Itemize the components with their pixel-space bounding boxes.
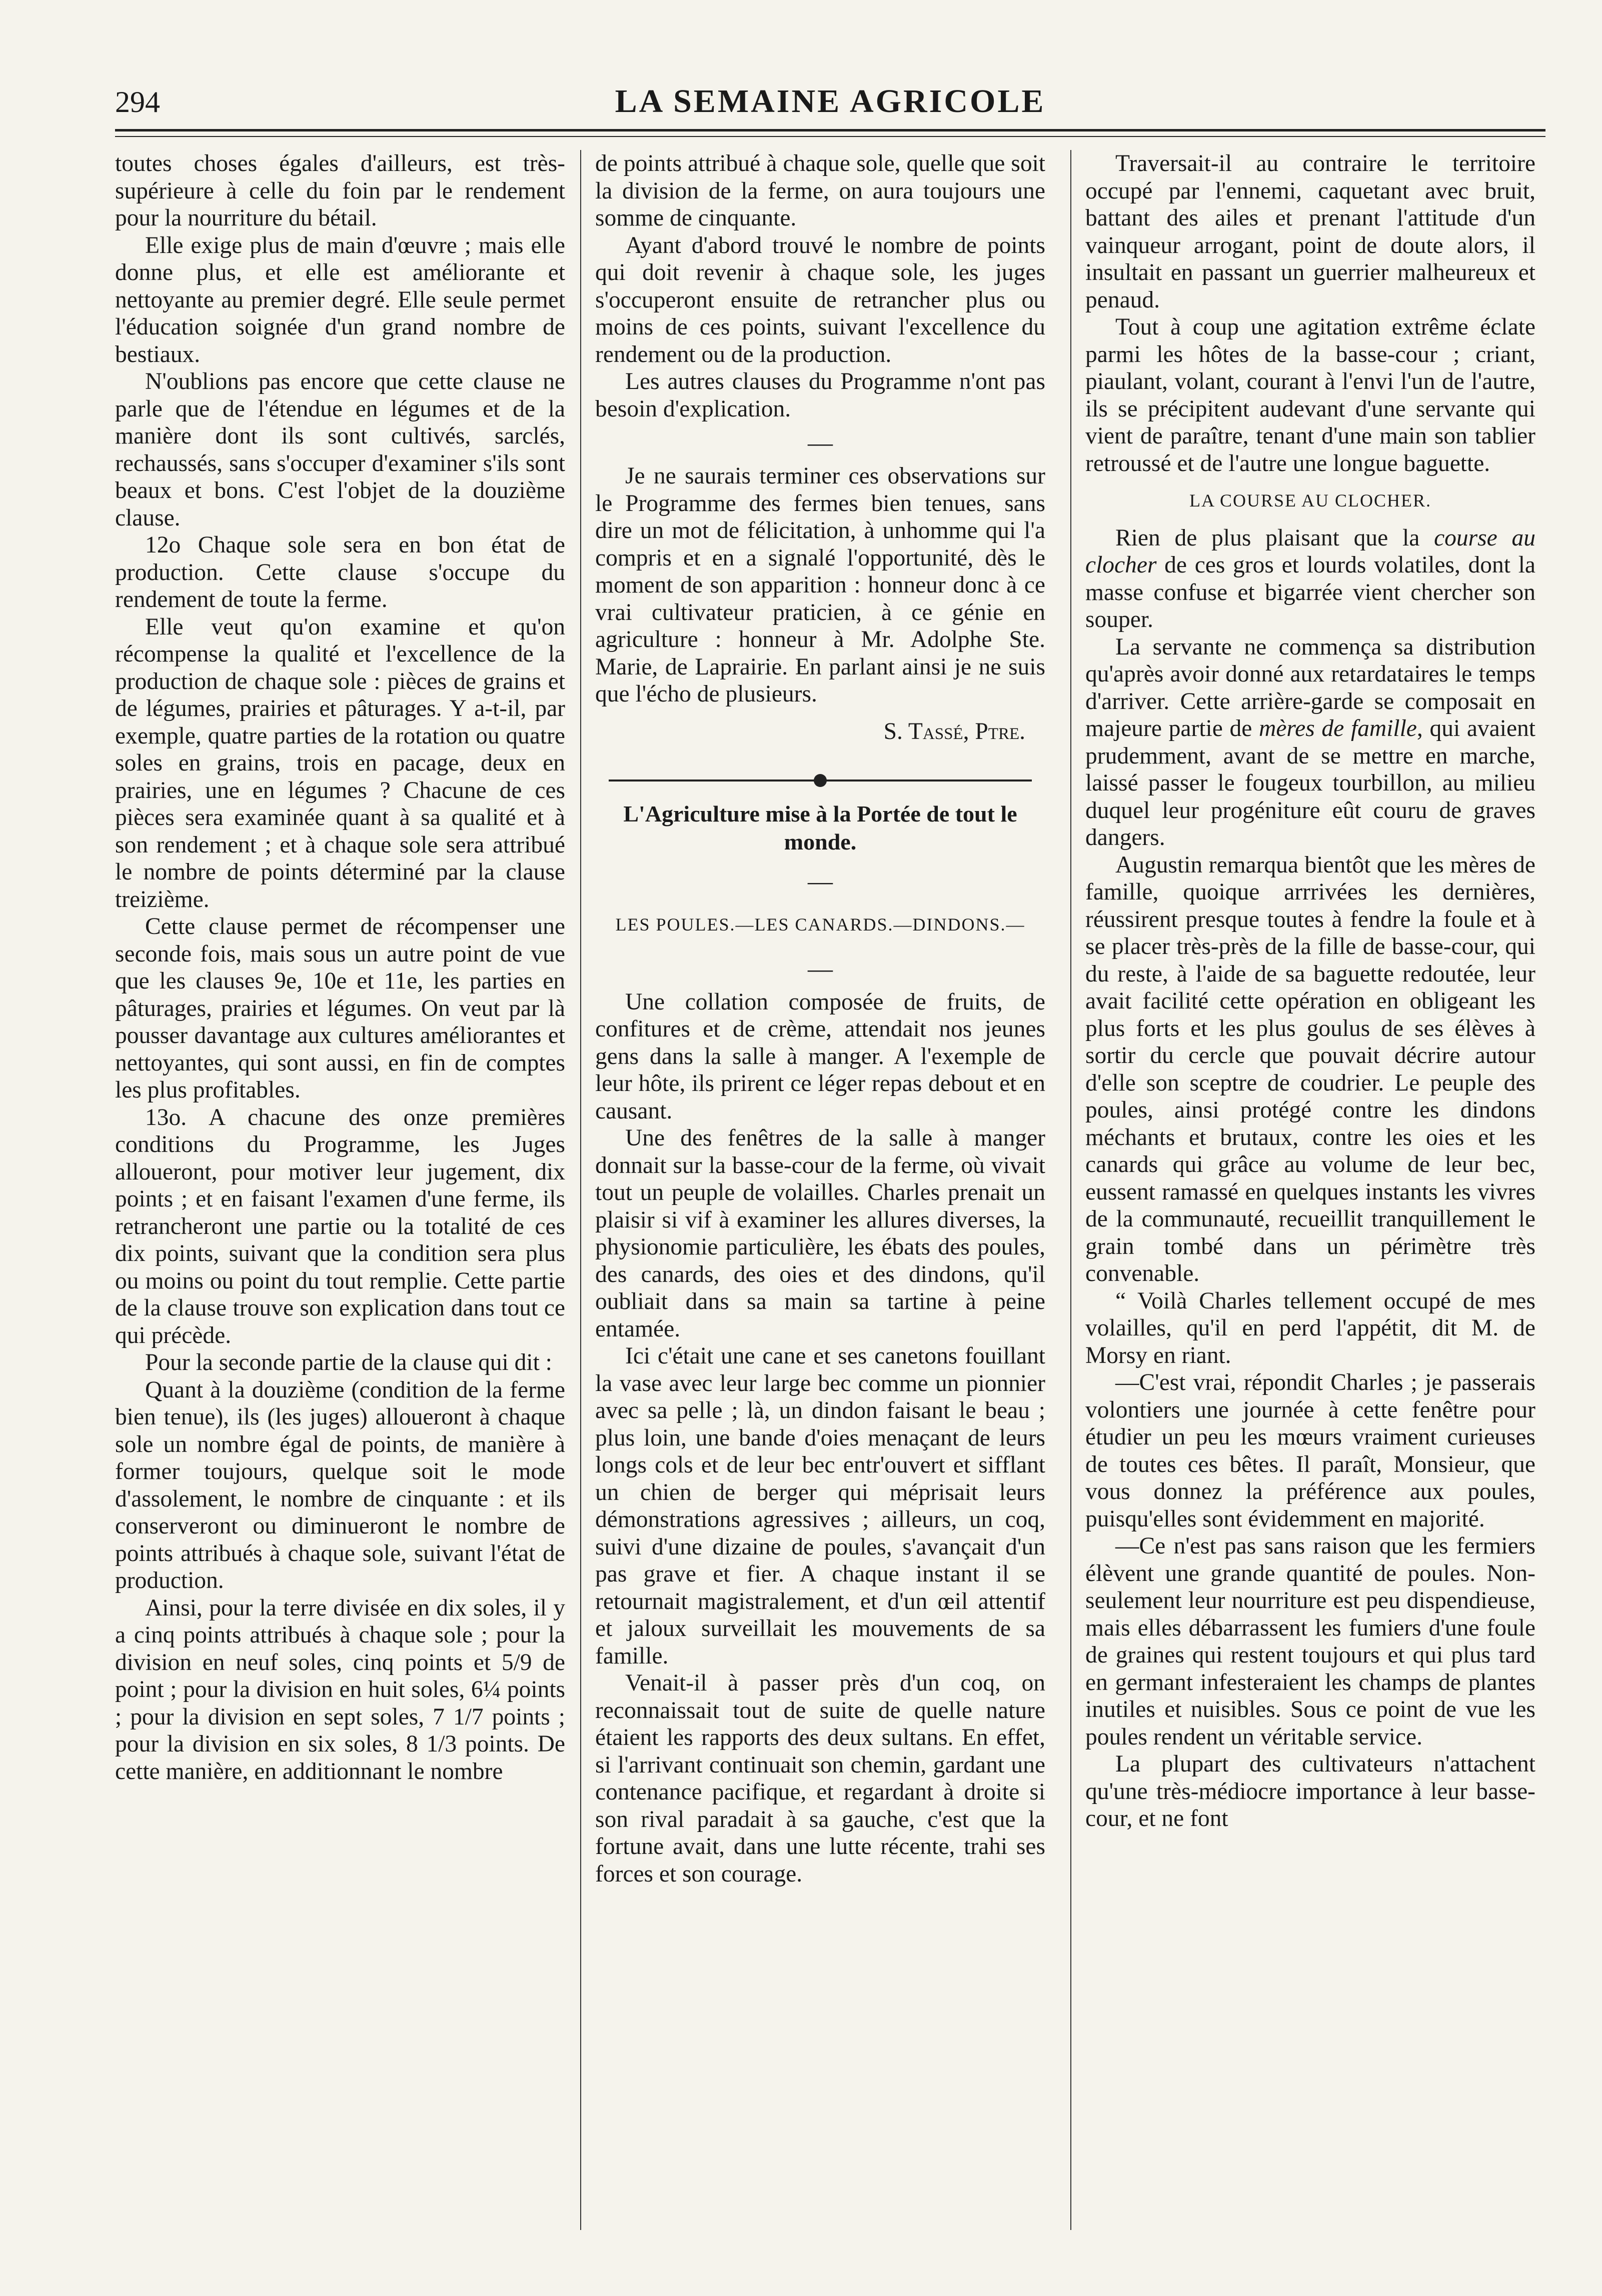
section-dash: — bbox=[808, 428, 833, 456]
paragraph: N'oublions pas encore que cette clause ne parle que de l'étendue en légumes et de la manière dont ils sont cultivés, sarclés, rechaussés, sans s'occuper d'examiner s'ils sont beaux et bons. C'est l'objet de la douzième clause. bbox=[115, 368, 565, 531]
paragraph: de points attribué à chaque sole, quelle que soit la division de la ferme, on aura toujours une somme de cinquante. bbox=[595, 150, 1045, 231]
column-divider bbox=[580, 150, 581, 2230]
text-run: La servante ne commença sa distribution qu'après avoir donné aux retardataires le temps d'arriver. Cette arrière-garde se composait en majeure partie de bbox=[1085, 634, 1535, 742]
paragraph: Venait-il à passer près d'un coq, on reconnaissait tout de suite de quelle nature étaient les rapports des deux sultans. En effet, si l'arrivant continuait son chemin, gardant une contenance pacifique, et regardant à droite si son rival paradait à sa gauche, c'est que la fortune avait, dans une lutte récente, trahi ses forces et son courage. bbox=[595, 1670, 1045, 1887]
paragraph: toutes choses égales d'ailleurs, est très-supérieure à celle du foin par le rendement pour la nourriture du bétail. bbox=[115, 150, 565, 231]
header-rule bbox=[115, 129, 1545, 132]
paragraph: Ainsi, pour la terre divisée en dix soles, il y a cinq points attribués à chaque sole ; pour la division en neuf soles, cinq points et 5/9 de point ; pour la division en huit soles, 6¼ points ; pour la division en sept soles, 7 1/7 points ; pour la division en six soles, 8 1/3 points. De cette manière, en additionnant le nombre bbox=[115, 1594, 565, 1784]
italic-text: course au clocher bbox=[1085, 524, 1535, 578]
paragraph: La plupart des cultivateurs n'attachent qu'une très-médiocre importance à leur basse-cour, et ne font bbox=[1085, 1751, 1535, 1832]
paragraph: Cette clause permet de récompenser une seconde fois, mais sous un autre point de vue que les clauses 9e, 10e et 11e, les parties en pâturages, prairies et légumes. On veut par là pousser davantage aux cultures améliorantes et nettoyantes, qui sont aussi, en fin de comptes les plus profitables. bbox=[115, 914, 565, 1103]
paragraph: Ayant d'abord trouvé le nombre de points qui doit revenir à chaque sole, les juges s'occuperont ensuite de retrancher plus ou moins de ces points, suivant l'excellence du rendement ou de la production. bbox=[595, 232, 1045, 368]
paragraph: Les autres clauses du Programme n'ont pas besoin d'explication. bbox=[595, 368, 1045, 422]
paragraph: Elle veut qu'on examine et qu'on récompense la qualité et l'excellence de la production de chaque sole : pièces de grains et de légumes, prairies et pâturages. Y a-t-il, par exemple, quatre parties de la rotation ou quatre soles en grains, trois en pacage, deux en prairies, une en légumes ? Chacune de ces pièces sera examinée quant à sa qualité et à son rendement ; et à chaque sole sera attribué le nombre de points déterminé par la clause treizième. bbox=[115, 614, 565, 912]
paragraph: —Ce n'est pas sans raison que les fermiers élèvent une grande quantité de poules. Non-seulement leur nourriture est peu dispendieuse, mais elles débarrassent les fumiers d'une foule de graines qui restent toujours et qui plus tard en germant infesteraient les champs de plantes inutiles et nuisibles. Sous ce point de vue les poules rendent un véritable service. bbox=[1085, 1533, 1535, 1750]
page-number: 294 bbox=[115, 86, 160, 118]
running-title: LA SEMAINE AGRICOLE bbox=[615, 83, 1046, 120]
article-title: L'Agriculture mise à la Portée de tout le monde. bbox=[623, 801, 1017, 854]
paragraph: —C'est vrai, répondit Charles ; je passerais volontiers une journée à cette fenêtre pour étudier un peu les mœurs vraiment curieuses de toutes ces bêtes. Il paraît, Monsieur, que vous donnez la préférence aux poules, puisqu'elles sont évidemment en majorité. bbox=[1085, 1370, 1535, 1532]
paragraph: “ Voilà Charles tellement occupé de mes volailles, qu'il en perd l'appétit, dit M. de Morsy en riant. bbox=[1085, 1288, 1535, 1368]
section-dash: — bbox=[808, 954, 833, 982]
paragraph: Quant à la douzième (condition de la ferme bien tenue), ils (les juges) alloueront à chaque sole un nombre égal de points, de manière à former toujours, quelque soit le mode d'assolement, le nombre de cinquante : et ils conserveront ou diminueront le nombre de points attribués à chaque sole, suivant l'état de production. bbox=[115, 1376, 565, 1594]
paragraph: Une collation composée de fruits, de confitures et de crème, attendait nos jeunes gens dans la salle à manger. A l'exemple de leur hôte, ils prirent ce léger repas debout et en causant. bbox=[595, 988, 1045, 1124]
section-heading: LA COURSE AU CLOCHER. bbox=[1189, 490, 1432, 510]
article-subtitle: LES POULES.—LES CANARDS.—DINDONS.— bbox=[615, 914, 1025, 934]
section-dash: — bbox=[808, 867, 833, 895]
text-run: Rien de plus plaisant que la bbox=[1115, 524, 1434, 551]
columns bbox=[115, 150, 1545, 2230]
paragraph: Traversait-il au contraire le territoire occupé par l'ennemi, caquetant avec bruit, battant des ailes et prenant l'attitude d'un vainqueur arrogant, point de doute alors, il insultait en passant un guerrier malheureux et penaud. bbox=[1085, 150, 1535, 313]
column-3 bbox=[1085, 150, 1535, 2230]
page-header bbox=[115, 75, 1545, 130]
column-1 bbox=[115, 150, 565, 2230]
paragraph bbox=[1085, 634, 1535, 852]
paragraph bbox=[1085, 524, 1535, 634]
column-divider bbox=[1070, 150, 1071, 2230]
header-rule-thin bbox=[115, 136, 1545, 137]
ornamental-rule bbox=[595, 765, 1045, 785]
paragraph: Pour la seconde partie de la clause qui dit : bbox=[145, 1350, 552, 1376]
paragraph: Je ne saurais terminer ces observations sur le Programme des fermes bien tenues, sans dire un mot de félicitation, à unhomme qui l'a compris et en a signalé l'opportunité, dès le moment de son apparition : honneur donc à ce vrai cultivateur praticien, à ce génie en agriculture : honneur à Mr. Adolphe Ste. Marie, de Laprairie. En parlant ainsi je ne suis que l'écho de plusieurs. bbox=[595, 463, 1045, 707]
newspaper-page bbox=[115, 75, 1545, 2265]
paragraph: Ici c'était une cane et ses canetons fouillant la vase avec leur large bec comme un pionnier avec sa pelle ; là, un dindon faisant le beau ; plus loin, une bande d'oies menaçant de leurs longs cols et de leur bec entr'ouvert et sifflant un chien de berger qui méprisait leurs démonstrations agressives ; ailleurs, un coq, suivi d'une dizaine de poules, s'avançait d'un pas grave et fier. A chaque instant il se retournait magistralement, et d'un œil attentif et jaloux surveillait les mouvements de sa famille. bbox=[595, 1343, 1045, 1669]
italic-text: mères de famille bbox=[1259, 716, 1417, 742]
signature: S. Tassé, Ptre. bbox=[883, 718, 1025, 744]
paragraph: Une des fenêtres de la salle à manger donnait sur la basse-cour de la ferme, où vivait tout un peuple de volailles. Charles prenait un plaisir si vif à examiner les allures diverses, la physionomie particulière, les ébats des poules, des canards, des oies et des dindons, qu'il oubliait dans sa main sa tartine à peine entamée. bbox=[595, 1125, 1045, 1342]
paragraph: Tout à coup une agitation extrême éclate parmi les hôtes de la basse-cour ; criant, piaulant, volant, courant à l'envi l'un de l'autre, ils se précipitent audevant d'une servante qui vient de paraître, tenant d'une main son tablier retroussé et de l'autre une longue baguette. bbox=[1085, 314, 1535, 476]
text-run: , qui avaient prudemment, avant de se mettre en marche, laissé passer le fougeux tourbillon, au milieu duquel leur progéniture eût couru de graves dangers. bbox=[1085, 716, 1535, 850]
column-2 bbox=[595, 150, 1045, 2230]
paragraph: 12o Chaque sole sera en bon état de production. Cette clause s'occupe du rendement de toute la ferme. bbox=[115, 532, 565, 612]
paragraph: Elle exige plus de main d'œuvre ; mais elle donne plus, et elle est améliorante et nettoyante au premier degré. Elle seule permet l'éducation soignée d'un grand nombre de bestiaux. bbox=[115, 232, 565, 368]
paragraph: 13o. A chacune des onze premières conditions du Programme, les Juges alloueront, pour motiver leur jugement, dix points ; et en faisant l'examen d'une ferme, ils retrancheront une partie ou la totalité de ces dix points, suivant que la condition sera plus ou moins ou point du tout remplie. Cette partie de la clause trouve son explication dans tout ce qui précède. bbox=[115, 1104, 565, 1348]
text-run: de ces gros et lourds volatiles, dont la masse confuse et bigarrée vient chercher son souper. bbox=[1085, 552, 1535, 632]
paragraph: Augustin remarqua bientôt que les mères de famille, quoique arrrivées les dernières, réussirent presque toutes à fendre la foule et à se placer très-près de la fille de basse-cour, qui du reste, à l'aide de sa baguette redoutée, leur avait facilité cette opération en obligeant les plus forts et les plus goulus de ses élèves à sortir du cercle que pouvait décrire autour d'elle son sceptre de coudrier. Le peuple des poules, ainsi protégé contre les dindons méchants et brutaux, contre les oies et les canards qui grâce au volume de leur bec, eussent ramassé en quelques instants les vivres de la communauté, recueillit tranquillement le grain tombé dans un périmètre très convenable. bbox=[1085, 852, 1535, 1286]
